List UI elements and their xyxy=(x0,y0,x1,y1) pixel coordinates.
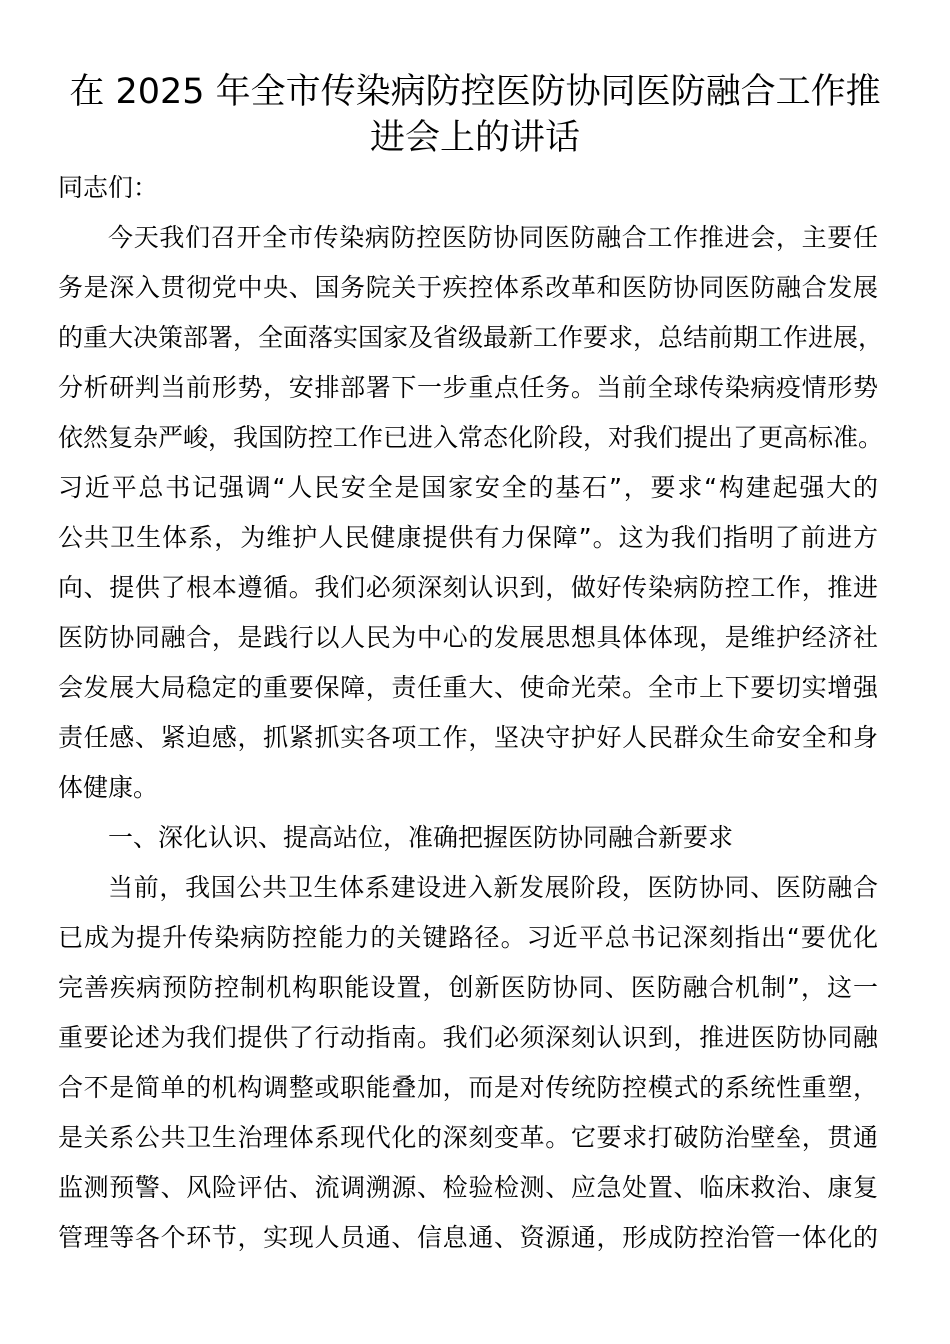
paragraph-2-line: 完善疾病预防控制机构职能设置，创新医防协同、医防融合机制”，这一 xyxy=(58,973,878,1002)
paragraph-1-line: 公共卫生体系，为维护人民健康提供有力保障”。这为我们指明了前进方 xyxy=(58,523,878,552)
paragraph-2-line: 合不是简单的机构调整或职能叠加，而是对传统防控模式的系统性重塑， xyxy=(58,1073,878,1102)
section-1-heading: 一、深化认识、提高站位，准确把握医防协同融合新要求 xyxy=(108,823,734,852)
document-title-line-1: 在 2025 年全市传染病防控医防协同医防融合工作推 xyxy=(69,72,881,112)
salutation: 同志们： xyxy=(58,173,159,202)
paragraph-1-line: 务是深入贯彻党中央、国务院关于疾控体系改革和医防协同医防融合发展 xyxy=(58,273,878,302)
paragraph-1-line: 责任感、紧迫感，抓紧抓实各项工作，坚决守护好人民群众生命安全和身 xyxy=(58,723,878,752)
paragraph-1-line: 今天我们召开全市传染病防控医防协同医防融合工作推进会，主要任 xyxy=(108,223,878,252)
paragraph-2-line: 已成为提升传染病防控能力的关键路径。习近平总书记深刻指出“要优化 xyxy=(58,923,878,952)
paragraph-2-line: 是关系公共卫生治理体系现代化的深刻变革。它要求打破防治壁垒，贯通 xyxy=(58,1123,878,1152)
paragraph-2-line: 重要论述为我们提供了行动指南。我们必须深刻认识到，推进医防协同融 xyxy=(58,1023,878,1052)
paragraph-1-line: 习近平总书记强调“人民安全是国家安全的基石”，要求“构建起强大的 xyxy=(58,473,878,502)
paragraph-2-line: 管理等各个环节，实现人员通、信息通、资源通，形成防控治管一体化的 xyxy=(58,1223,878,1252)
document-title-line-2: 进会上的讲话 xyxy=(369,118,580,158)
paragraph-1-line: 依然复杂严峻，我国防控工作已进入常态化阶段，对我们提出了更高标准。 xyxy=(58,423,884,452)
paragraph-1-line: 的重大决策部署，全面落实国家及省级最新工作要求，总结前期工作进展， xyxy=(58,323,884,352)
paragraph-1-line: 会发展大局稳定的重要保障，责任重大、使命光荣。全市上下要切实增强 xyxy=(58,673,878,702)
paragraph-1-line: 体健康。 xyxy=(58,773,159,802)
paragraph-2-line: 当前，我国公共卫生体系建设进入新发展阶段，医防协同、医防融合 xyxy=(108,873,878,902)
paragraph-2-line: 监测预警、风险评估、流调溯源、检验检测、应急处置、临床救治、康复 xyxy=(58,1173,878,1202)
paragraph-1-line: 分析研判当前形势，安排部署下一步重点任务。当前全球传染病疫情形势 xyxy=(58,373,878,402)
paragraph-1-line: 医防协同融合，是践行以人民为中心的发展思想具体体现，是维护经济社 xyxy=(58,623,878,652)
paragraph-1-line: 向、提供了根本遵循。我们必须深刻认识到，做好传染病防控工作，推进 xyxy=(58,573,878,602)
